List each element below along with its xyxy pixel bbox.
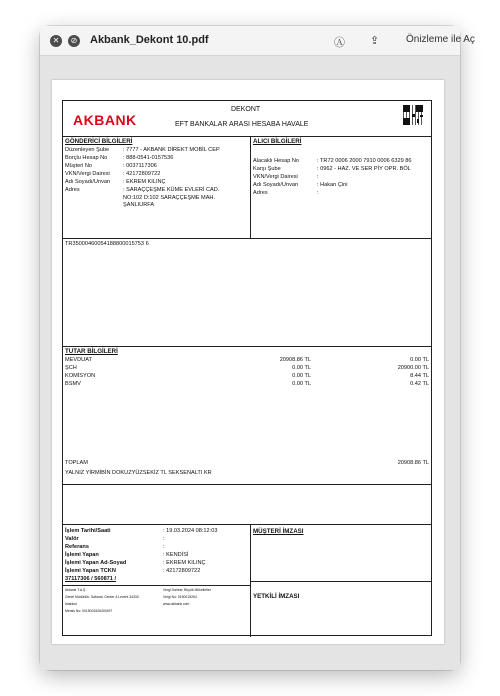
receiver-row: Karşı Şube : 0962 - HAZ. VE SER PİY OPR. BÖL (253, 166, 411, 172)
markup-icon[interactable]: Ⓐ (334, 37, 345, 49)
transaction-section (63, 525, 431, 637)
amount-row-right: 20900.00 TL (397, 365, 429, 371)
transaction-code: 37117306 / 560871 / (65, 576, 117, 582)
blank-section (63, 485, 431, 525)
footer-left-line: Genel Müdürlük: Sabancı Center 4.Levent 34330 (65, 595, 139, 599)
amount-row-label: MEVDUAT (65, 357, 92, 363)
amount-row-mid: 0.00 TL (292, 381, 311, 387)
amounts-heading: TUTAR BİLGİLERİ (65, 348, 118, 355)
receipt-header (63, 101, 431, 137)
window-title: Akbank_Dekont 10.pdf (90, 34, 209, 46)
open-with-preview-button[interactable]: Önizleme ile Aç (406, 34, 475, 45)
sender-row: VKN/Vergi Dairesi : 42172809722 (65, 171, 161, 177)
footer-right-line: www.akbank.com (163, 602, 190, 606)
reference-section (63, 239, 431, 347)
share-icon[interactable]: ⇪ (370, 35, 380, 47)
amount-row-right: 0.00 TL (410, 357, 429, 363)
amount-row-mid: 0.00 TL (292, 365, 311, 371)
authorized-signature-label: YETKİLİ İMZASI (253, 593, 300, 600)
akbank-logo: AKBANK (73, 112, 137, 128)
footer-left-line: İstanbul (65, 602, 77, 606)
sender-row: Müşteri No : 0037117306 (65, 163, 157, 169)
transaction-row: İşlemi Yapan Ad-Soyad : EKREM KILINÇ (65, 560, 206, 566)
transaction-row: Valör : (65, 536, 165, 542)
qr-code-icon (403, 105, 423, 125)
receiver-row: VKN/Vergi Dairesi : (253, 174, 319, 180)
amount-row-label: KOMİSYON (65, 373, 96, 379)
receipt-subtitle: EFT BANKALAR ARASI HESABA HAVALE (175, 121, 309, 128)
receiver-row: Adı Soyadı/Unvan : Hakan Çini (253, 182, 348, 188)
sender-address: Adres : SARAÇÇEŞME KÜME EVLERİ CAD. NO:102 D:102 SARAÇÇEŞME MAH. ŞANLIURFA (65, 187, 220, 209)
transaction-row: İşlem Tarihi/Saati : 19.03.2024 08:12:03 (65, 528, 218, 534)
reference-number: TR35000460054188800015753 6 (65, 241, 149, 247)
total-value: 20908.86 TL (397, 460, 429, 466)
amount-row-label: BSMV (65, 381, 81, 387)
document-canvas[interactable] (40, 56, 460, 670)
sender-row: Borçlu Hesap No : 888-0541-0157536 (65, 155, 174, 161)
footer-right-line: Vergi No: 0150015264 (163, 595, 197, 599)
footer-right-line: Vergi Dairesi: Büyük Mükellefler (163, 588, 211, 592)
receiver-heading: ALICI BİLGİLERİ (253, 138, 302, 145)
transaction-row: İşlemi Yapan TCKN : 42172809722 (65, 568, 201, 574)
receiver-row: Alacaklı Hesap No : TR72 0006 2000 7910 0006 6329 86 (253, 158, 412, 164)
total-label: TOPLAM (65, 460, 88, 466)
sender-row: Adı Soyadı/Unvan : EKREM KILINÇ (65, 179, 166, 185)
sender-row: Düzenleyen Şube : 7777 - AKBANK DİREKT MOBİL CEP (65, 147, 220, 153)
sender-heading: GÖNDERİCİ BİLGİLERİ (65, 138, 133, 145)
customer-signature-label: MÜŞTERİ İMZASI (253, 528, 304, 535)
footer-divider (63, 585, 250, 586)
amount-in-words: YALNIZ YİRMİBİN DOKUZYÜZSEKİZ TL SEKSENALTI KR (65, 470, 212, 476)
pdf-page (52, 80, 444, 644)
receipt-document (62, 100, 432, 636)
title-bar (40, 26, 475, 56)
footer-left-line: Mersis No: 0015001526400497 (65, 609, 113, 613)
transaction-row: Referans : (65, 544, 165, 550)
amounts-section (63, 347, 431, 485)
signature-divider (250, 581, 431, 582)
amount-row-label: ŞCH (65, 365, 77, 371)
minimize-icon[interactable]: ⊘ (68, 35, 80, 47)
footer-left-line: Akbank T.A.Ş. (65, 588, 87, 592)
receiver-row: Adres : (253, 190, 319, 196)
parties-section (63, 137, 431, 239)
receipt-title: DEKONT (231, 106, 261, 113)
transaction-row: İşlemi Yapan : KENDİSİ (65, 552, 189, 558)
amount-row-right: 8.44 TL (410, 373, 429, 379)
amount-row-right: 0.42 TL (410, 381, 429, 387)
amount-row-mid: 0.00 TL (292, 373, 311, 379)
column-divider (250, 137, 251, 238)
amount-row-mid: 20908.86 TL (279, 357, 311, 363)
preview-window (40, 26, 475, 670)
close-icon[interactable]: ✕ (50, 35, 62, 47)
